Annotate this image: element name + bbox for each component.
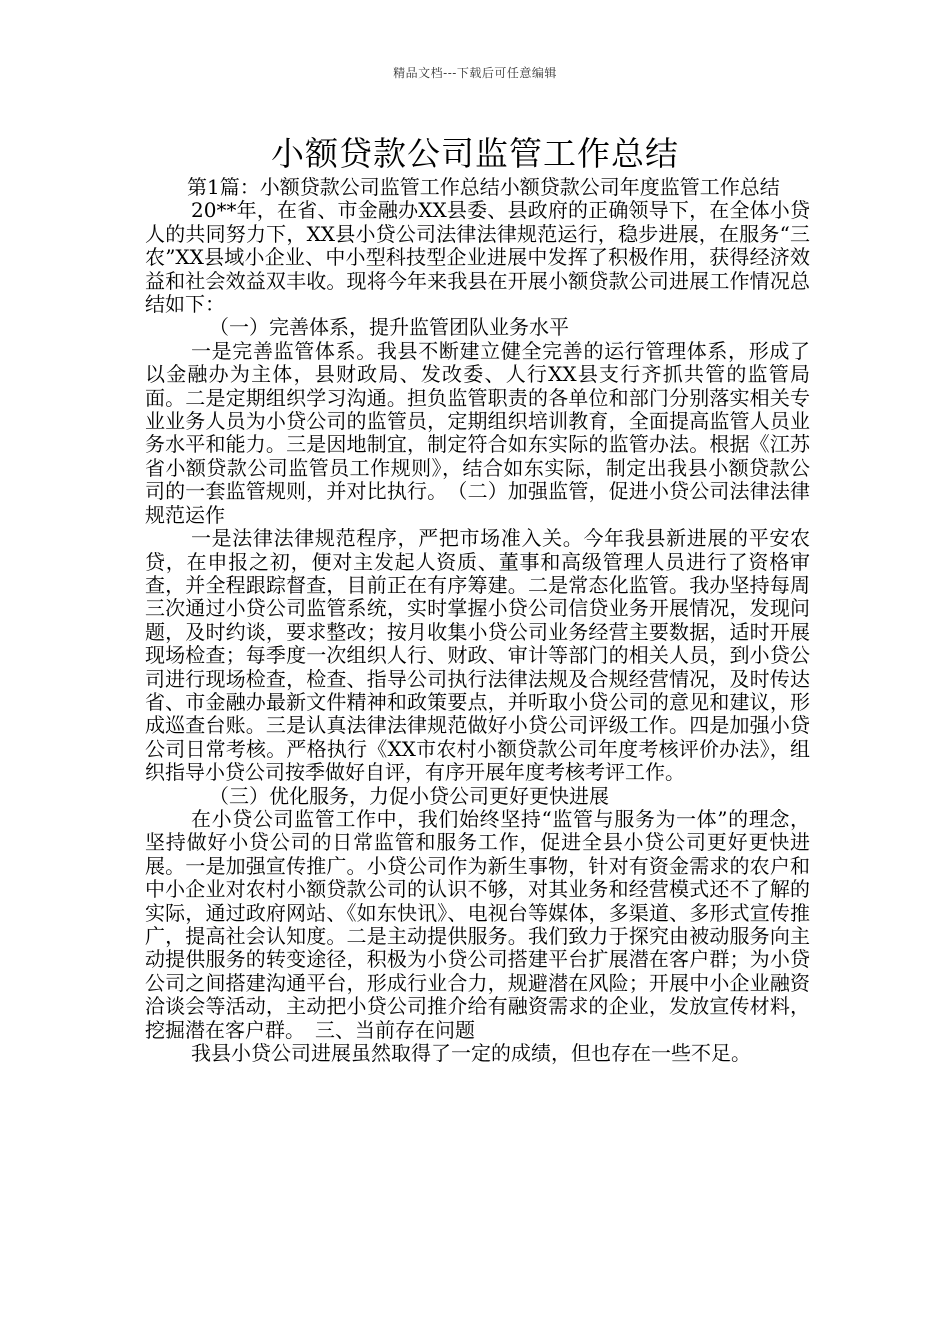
body-paragraph-4: 我县小贷公司进展虽然取得了一定的成绩，但也存在一些不足。 bbox=[191, 1041, 751, 1066]
document-body bbox=[145, 176, 810, 1065]
body-paragraph-2: 一是法律法律规范程序，严把市场准入关。今年我县新进展的平安农贷，在申报之初，便对主发起人资质、董事和高级管理人员进行了资格审查，并全程跟踪督查，目前正在有序筹建。二是常态化监管。我办坚持每周三次通过小贷公司监管系统，实时掌握小贷公司信贷业务开展情况，发现问题，及时约谈，要求整改；按月收集小贷公司业务经营主要数据，适时开展现场检查；每季度一次组织人行、财政、审计等部门的相关人员，到小贷公司进行现场检查，检查、指导公司执行法律法规及合规经营情况，及时传达省、市金融办最新文件精神和政策要点，并听取小贷公司的意见和建议，形成巡查台账。三是认真法律法律规范做好小贷公司评级工作。四是加强小贷公司日常考核。严格执行《XX市农村小额贷款公司年度考核评价办法》，组织指导小贷公司按季做好自评，有序开展年度考核考评工作。 bbox=[145, 526, 810, 785]
body-paragraph-1: 一是完善监管体系。我县不断建立健全完善的运行管理体系，形成了以金融办为主体，县财政局、发改委、人行XX县支行齐抓共管的监管局面。二是定期组织学习沟通。担负监管职责的各单位和部门分别落实相关专业业务人员为小贷公司的监管员，定期组织培训教育，全面提高监管人员业务水平和能力。三是因地制宜，制定符合如东实际的监管办法。根据《江苏省小额贷款公司监管员工作规则》，结合如东实际，制定出我县小额贷款公司的一套监管规则，并对比执行。 （二）加强监管，促进小贷公司法律法律规范运作 bbox=[145, 338, 810, 527]
document-title: 小额贷款公司监管工作总结 bbox=[271, 134, 679, 173]
header-note: 精品文档---下载后可任意编辑 bbox=[393, 66, 557, 80]
intro-paragraph: 20**年，在省、市金融办XX县委、县政府的正确领导下，在全体小贷人的共同努力下，XX县小贷公司法律法律规范运行，稳步进展，在服务“三农”XX县域小企业、中小型科技型企业进展中发挥了积极作用，获得经济效益和社会效益双丰收。现将今年来我县在开展小额贷款公司进展工作情况总结如下： bbox=[145, 198, 810, 317]
chapter-heading: 第1篇：小额贷款公司监管工作总结小额贷款公司年度监管工作总结 bbox=[187, 175, 780, 199]
section-heading-3: （三）优化服务，力促小贷公司更好更快进展 bbox=[209, 783, 609, 808]
section-heading-1: （一）完善体系，提升监管团队业务水平 bbox=[209, 315, 569, 340]
body-paragraph-3: 在小贷公司监管工作中，我们始终坚持“监管与服务为一体”的理念，坚持做好小贷公司的日常监管和服务工作，促进全县小贷公司更好更快进展。一是加强宣传推广。小贷公司作为新生事物，针对有资金需求的农户和中小企业对农村小额贷款公司的认识不够，对其业务和经营模式还不了解的实际，通过政府网站、《如东快讯》、电视台等媒体，多渠道、多形式宣传推广，提高社会认知度。二是主动提供服务。我们致力于探究由被动服务向主动提供服务的转变途径，积极为小贷公司搭建平台扩展潜在客户群；为小贷公司之间搭建沟通平台，形成行业合力，规避潜在风险；开展中小企业融资洽谈会等活动，主动把小贷公司推介给有融资需求的企业，发放宣传材料，挖掘潜在客户群。 三、当前存在问题 bbox=[145, 806, 810, 1042]
